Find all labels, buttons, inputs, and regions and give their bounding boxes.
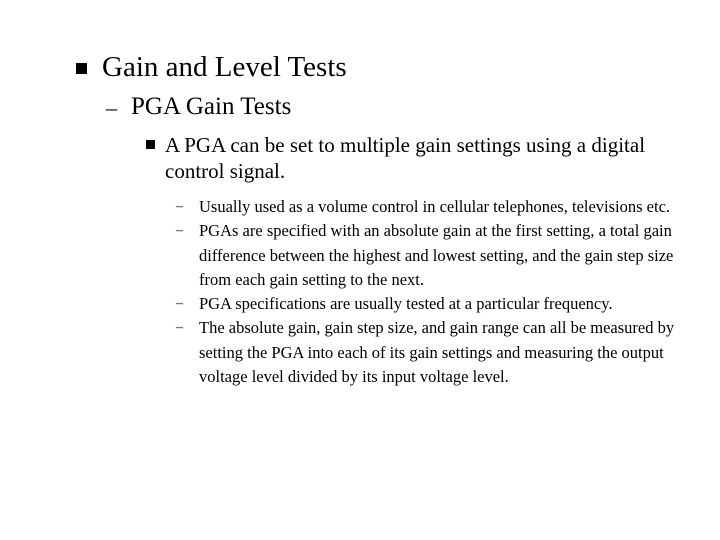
list-item-text: The absolute gain, gain step size, and gain range can all be measured by setting the PGA into each of its gain settings and measuring the output voltage level divided by its input voltage level. xyxy=(199,318,675,387)
list-item xyxy=(176,219,680,292)
list-item-text: PGA specifications are usually tested at a particular frequency. xyxy=(199,294,613,314)
level1-heading: Gain and Level Tests xyxy=(102,51,347,83)
level4-list xyxy=(176,195,680,389)
list-item xyxy=(176,292,680,316)
list-item-text: PGAs are specified with an absolute gain at the first setting, a total gain difference between the highest and lowest setting, and the gain step size from each gain setting to the next. xyxy=(199,221,674,289)
level2-dash-marker: – xyxy=(106,95,117,120)
level3-paragraph: A PGA can be set to multiple gain settings using a digital control signal. xyxy=(165,133,646,183)
level4-dash-marker: – xyxy=(176,296,183,312)
level4-dash-marker: – xyxy=(176,320,183,336)
list-item xyxy=(176,316,680,389)
level3-bullet-square-icon xyxy=(146,140,155,149)
list-item-text: Usually used as a volume control in cellular telephones, televisions etc. xyxy=(199,197,671,216)
list-item xyxy=(176,195,680,219)
level4-dash-marker: – xyxy=(176,199,183,214)
level4-dash-marker: – xyxy=(176,223,183,239)
level2-heading: PGA Gain Tests xyxy=(131,93,292,120)
level1-bullet-square-icon xyxy=(76,63,87,74)
